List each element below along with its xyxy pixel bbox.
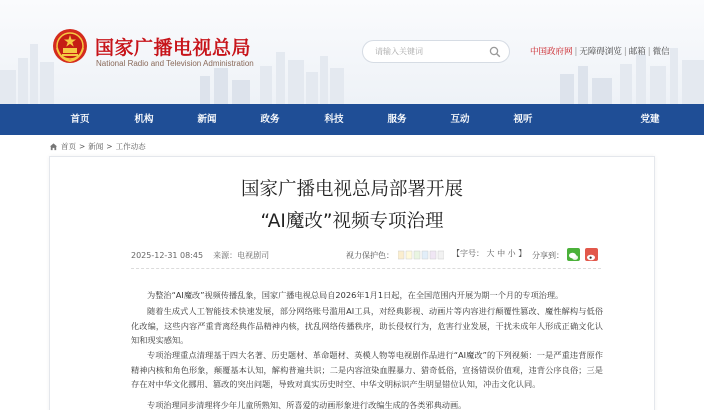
separator: > <box>106 142 113 151</box>
article-paragraph-1 <box>131 288 603 303</box>
eyecare-color-swatches <box>398 250 444 260</box>
paragraph-text: 专项治理重点清理基于四大名著、历史题材、革命题材、英模人物等电视剧作品进行“AI魔改”的下列视频：一是严重违背原作精神内核和角色形象，颠覆基本认知，解构普遍共识；二是内容渲染血腥暴力、猎奇低俗，宣扬错误价值观，违背公序良俗；三是存在对中华文化挪用、篡改的突出问题，导致对真实历史时空、中华文明标识产生明显错位认知，冲击文化认同。 <box>131 350 603 390</box>
nav-item-home[interactable]: 首页 <box>70 114 90 125</box>
font-size-label: 【字号： <box>452 249 484 258</box>
eyecare-swatch[interactable] <box>406 251 412 259</box>
nav-item-government-affairs[interactable]: 政务 <box>260 114 280 125</box>
article-source: 来源：电视剧司 <box>213 251 270 260</box>
breadcrumb-news[interactable]: 新闻 <box>88 142 104 151</box>
separator: | <box>574 47 578 57</box>
search-icon[interactable] <box>489 46 501 58</box>
nav-item-organization[interactable]: 机构 <box>134 114 154 125</box>
nav-item-news[interactable]: 新闻 <box>197 114 217 125</box>
weibo-share-icon[interactable] <box>585 248 598 261</box>
link-wechat[interactable]: 微信 <box>652 47 670 57</box>
wechat-share-icon[interactable] <box>567 248 580 261</box>
separator: > <box>79 142 86 151</box>
wechat-icon <box>567 250 580 263</box>
nav-item-interaction[interactable]: 互动 <box>450 114 470 125</box>
eyecare-swatch[interactable] <box>414 251 420 259</box>
main-nav <box>0 104 704 135</box>
paragraph-text: 专项治理同步清理将少年儿童所熟知、所喜爱的动画形象进行改编生成的各类邪典动画。 <box>147 400 467 410</box>
weibo-icon <box>585 250 598 263</box>
breadcrumb <box>49 141 146 152</box>
publish-date: 2025-12-31 08:45 <box>131 251 204 260</box>
font-size-large[interactable]: 大 <box>486 249 495 258</box>
nav-item-party-building[interactable]: 党建 <box>640 114 660 125</box>
nav-item-audiovisual[interactable]: 视听 <box>513 114 533 125</box>
article-meta <box>131 250 269 261</box>
article-title-line1: 国家广播电视总局部署开展 <box>240 179 463 200</box>
article-title-line2: “AI魔改”视频专项治理 <box>260 211 444 232</box>
eyecare-swatch[interactable] <box>398 251 404 259</box>
breadcrumb-work-updates[interactable]: 工作动态 <box>115 142 146 151</box>
eyecare-label: 视力保护色： <box>346 251 394 260</box>
paragraph-text: 随着生成式人工智能技术快速发展，部分网络账号滥用AI工具，对经典影视、动画片等内容进行颠覆性篡改、魔性解构与低俗化改编，这些内容严重背离经典作品精神内核，扰乱网络传播秩序，助长侵权行为，危害行业发展，干扰未成年人形成正确文化认知和现实感知。 <box>131 306 603 346</box>
separator: | <box>623 47 627 57</box>
separator: | <box>647 47 651 57</box>
nav-item-technology[interactable]: 科技 <box>324 114 344 125</box>
share-label: 分享到： <box>532 251 564 260</box>
search-box <box>362 40 510 63</box>
search-input[interactable] <box>375 44 485 59</box>
link-accessibility[interactable]: 无障碍浏览 <box>579 47 622 57</box>
font-size-control <box>452 248 526 262</box>
eyecare-swatch[interactable] <box>422 251 428 259</box>
eyecare-swatch[interactable] <box>430 251 436 259</box>
home-icon <box>49 142 58 151</box>
national-emblem-logo <box>52 28 88 64</box>
link-mail[interactable]: 邮箱 <box>628 47 646 57</box>
article-paragraph-2 <box>131 304 603 348</box>
article-paragraph-3 <box>131 348 603 392</box>
meta-divider <box>131 268 601 269</box>
site-header <box>0 0 704 104</box>
breadcrumb-home[interactable]: 首页 <box>61 142 76 151</box>
link-gov-portal[interactable]: 中国政府网 <box>530 47 573 57</box>
site-name-english: National Radio and Television Administration <box>96 59 254 68</box>
site-name-chinese[interactable]: 国家广播电视总局 <box>95 37 252 59</box>
font-size-small[interactable]: 小 <box>507 249 516 258</box>
font-size-medium[interactable]: 中 <box>497 249 506 258</box>
article-paragraph-4 <box>131 398 603 410</box>
font-size-end: 】 <box>518 249 527 258</box>
paragraph-text: 为整治“AI魔改”视频传播乱象，国家广播电视总局自2026年1月1日起，在全国范围内开展为期一个月的专项治理。 <box>147 290 564 300</box>
top-links <box>530 45 670 57</box>
nav-item-services[interactable]: 服务 <box>387 114 407 125</box>
eyecare-swatch[interactable] <box>438 251 444 259</box>
